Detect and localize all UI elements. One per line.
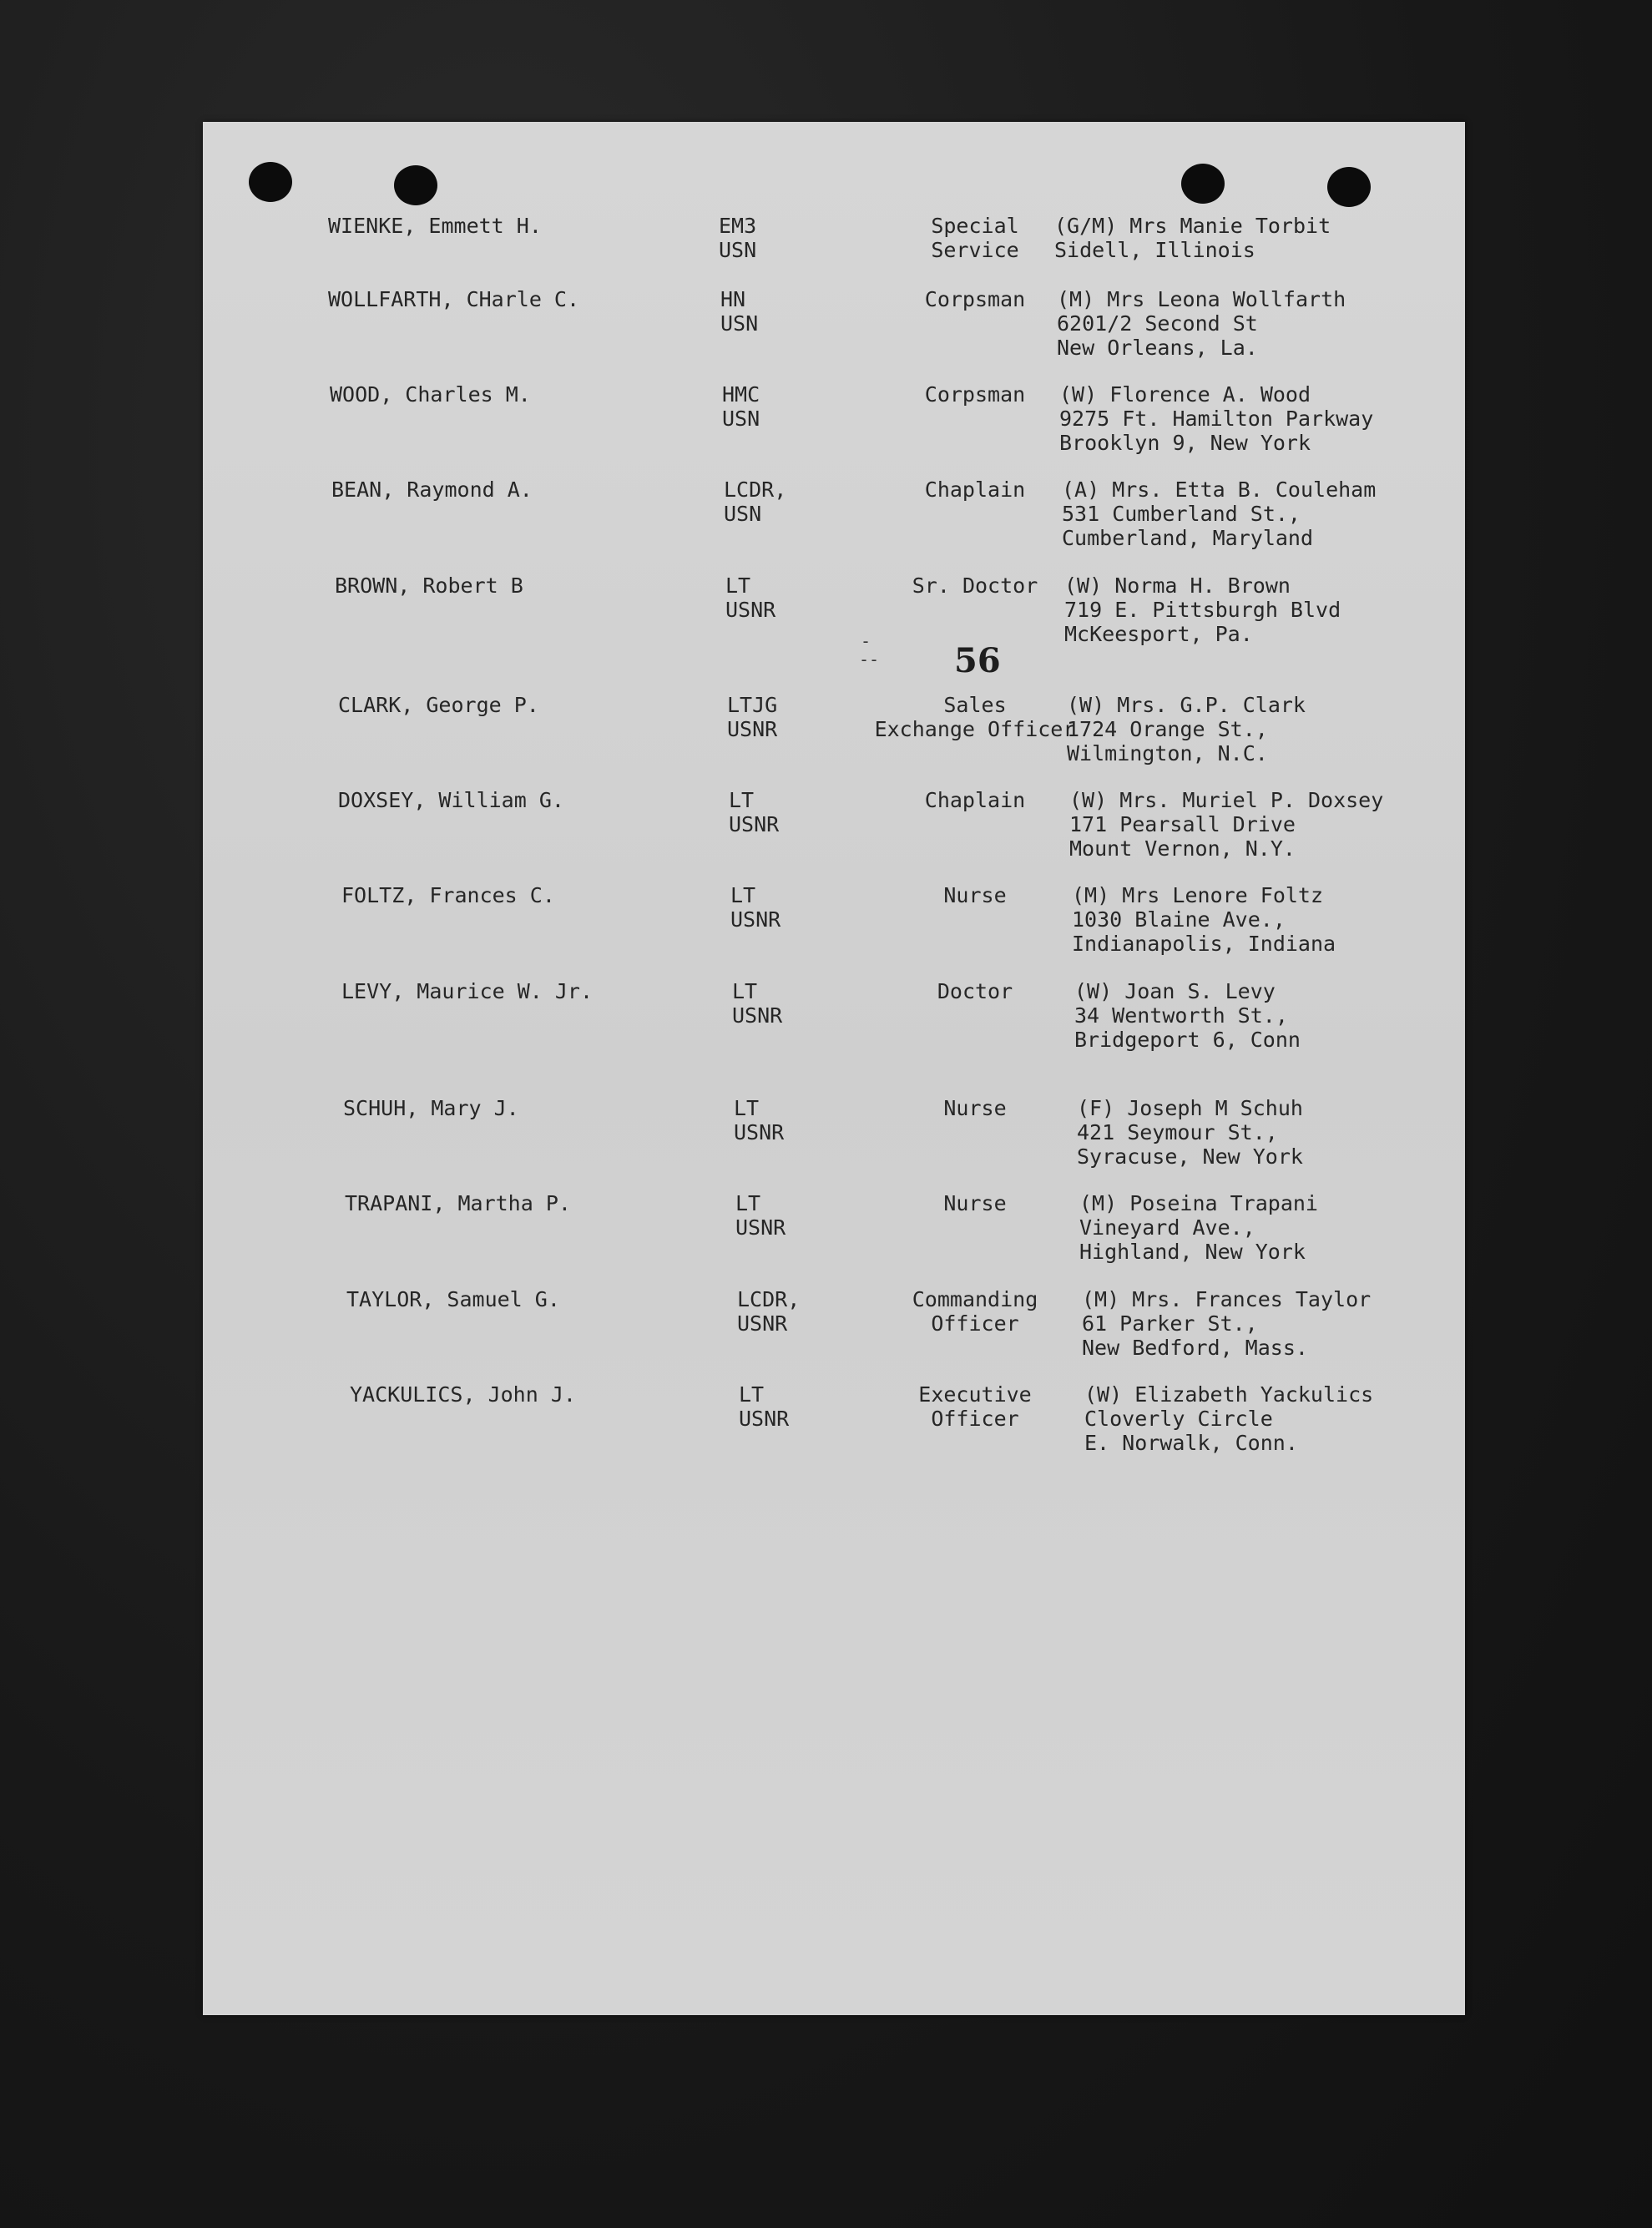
entry-name: SCHUH, Mary J. — [343, 1096, 519, 1120]
entry-address: (W) Mrs. Muriel P. Doxsey 171 Pearsall Drive Mount Vernon, N.Y. — [1069, 788, 1384, 861]
entry-address: (M) Mrs Lenore Foltz 1030 Blaine Ave., Indianapolis, Indiana — [1072, 883, 1336, 956]
entry-rank: LT USNR — [735, 1191, 786, 1240]
entry-duty: Commanding Officer — [912, 1287, 1038, 1336]
punch-hole — [394, 165, 437, 205]
entry-address: (W) Joan S. Levy 34 Wentworth St., Bridgeport 6, Conn — [1074, 979, 1301, 1052]
document-page — [203, 122, 1465, 2015]
entry-rank: EM3 USN — [719, 214, 757, 262]
personnel-entry — [203, 1096, 1465, 1180]
entry-address: (W) Florence A. Wood 9275 Ft. Hamilton Parkway Brooklyn 9, New York — [1059, 382, 1374, 455]
entry-name: TAYLOR, Samuel G. — [346, 1287, 560, 1311]
entry-address: (W) Elizabeth Yackulics Cloverly Circle E. Norwalk, Conn. — [1084, 1382, 1374, 1455]
personnel-entry — [203, 573, 1465, 657]
personnel-entry — [203, 1287, 1465, 1371]
entry-name: CLARK, George P. — [338, 693, 539, 717]
entry-address: (W) Mrs. G.P. Clark 1724 Orange St., Wilmington, N.C. — [1067, 693, 1306, 765]
entry-name: DOXSEY, William G. — [338, 788, 564, 812]
stray-mark: -- — [859, 649, 880, 669]
punch-hole — [1327, 167, 1371, 207]
entry-duty: Corpsman — [924, 382, 1026, 407]
stray-mark: - — [861, 631, 871, 651]
entry-address: (G/M) Mrs Manie Torbit Sidell, Illinois — [1054, 214, 1331, 262]
entry-rank: LTJG USNR — [727, 693, 778, 741]
personnel-entry — [203, 1191, 1465, 1275]
entry-name: BEAN, Raymond A. — [331, 477, 533, 502]
personnel-entry — [203, 979, 1465, 1063]
entry-address: (M) Poseina Trapani Vineyard Ave., Highland, New York — [1079, 1191, 1318, 1264]
personnel-entry — [203, 883, 1465, 967]
entry-name: WIENKE, Emmett H. — [328, 214, 542, 238]
punch-hole — [249, 162, 292, 202]
entry-duty: Chaplain — [924, 477, 1026, 502]
entry-duty: Sr. Doctor — [912, 573, 1038, 598]
entry-name: WOOD, Charles M. — [330, 382, 531, 407]
entry-duty: Chaplain — [924, 788, 1026, 812]
entry-name: BROWN, Robert B — [335, 573, 523, 598]
page-number: 56 — [954, 641, 1001, 680]
entry-rank: LT USNR — [725, 573, 776, 622]
entry-duty: Corpsman — [924, 287, 1026, 311]
entry-rank: LT USNR — [739, 1382, 790, 1431]
entry-name: TRAPANI, Martha P. — [345, 1191, 571, 1215]
personnel-entry — [203, 693, 1465, 776]
entry-name: LEVY, Maurice W. Jr. — [341, 979, 594, 1003]
entry-duty: Nurse — [943, 1096, 1007, 1120]
entry-rank: HN USN — [720, 287, 759, 336]
entry-rank: LT USNR — [732, 979, 783, 1028]
personnel-entry — [203, 1382, 1465, 1466]
entry-rank: LT USNR — [734, 1096, 785, 1144]
entry-address: (A) Mrs. Etta B. Couleham 531 Cumberland St., Cumberland, Maryland — [1062, 477, 1377, 550]
entry-name: YACKULICS, John J. — [350, 1382, 576, 1407]
entry-rank: LT USNR — [729, 788, 780, 836]
personnel-entry — [203, 477, 1465, 561]
entry-duty: Sales Exchange Officer — [874, 693, 1076, 741]
entry-rank: HMC USN — [722, 382, 760, 431]
personnel-entry — [203, 214, 1465, 297]
personnel-entry — [203, 382, 1465, 466]
entry-name: FOLTZ, Frances C. — [341, 883, 555, 907]
entry-rank: LCDR, USNR — [737, 1287, 801, 1336]
entry-name: WOLLFARTH, CHarle C. — [328, 287, 580, 311]
entry-rank: LCDR, USN — [724, 477, 787, 526]
entry-address: (M) Mrs. Frances Taylor 61 Parker St., New Bedford, Mass. — [1082, 1287, 1372, 1360]
entry-duty: Doctor — [937, 979, 1013, 1003]
punch-hole — [1181, 164, 1225, 204]
entry-address: (W) Norma H. Brown 719 E. Pittsburgh Blvd McKeesport, Pa. — [1064, 573, 1341, 646]
personnel-entry — [203, 287, 1465, 371]
entry-duty: Nurse — [943, 883, 1007, 907]
entry-duty: Special Service — [931, 214, 1019, 262]
personnel-entry — [203, 788, 1465, 871]
entry-address: (M) Mrs Leona Wollfarth 6201/2 Second St New Orleans, La. — [1057, 287, 1346, 360]
entry-rank: LT USNR — [730, 883, 781, 932]
entry-address: (F) Joseph M Schuh 421 Seymour St., Syracuse, New York — [1077, 1096, 1303, 1169]
entry-duty: Executive Officer — [918, 1382, 1032, 1431]
entry-duty: Nurse — [943, 1191, 1007, 1215]
